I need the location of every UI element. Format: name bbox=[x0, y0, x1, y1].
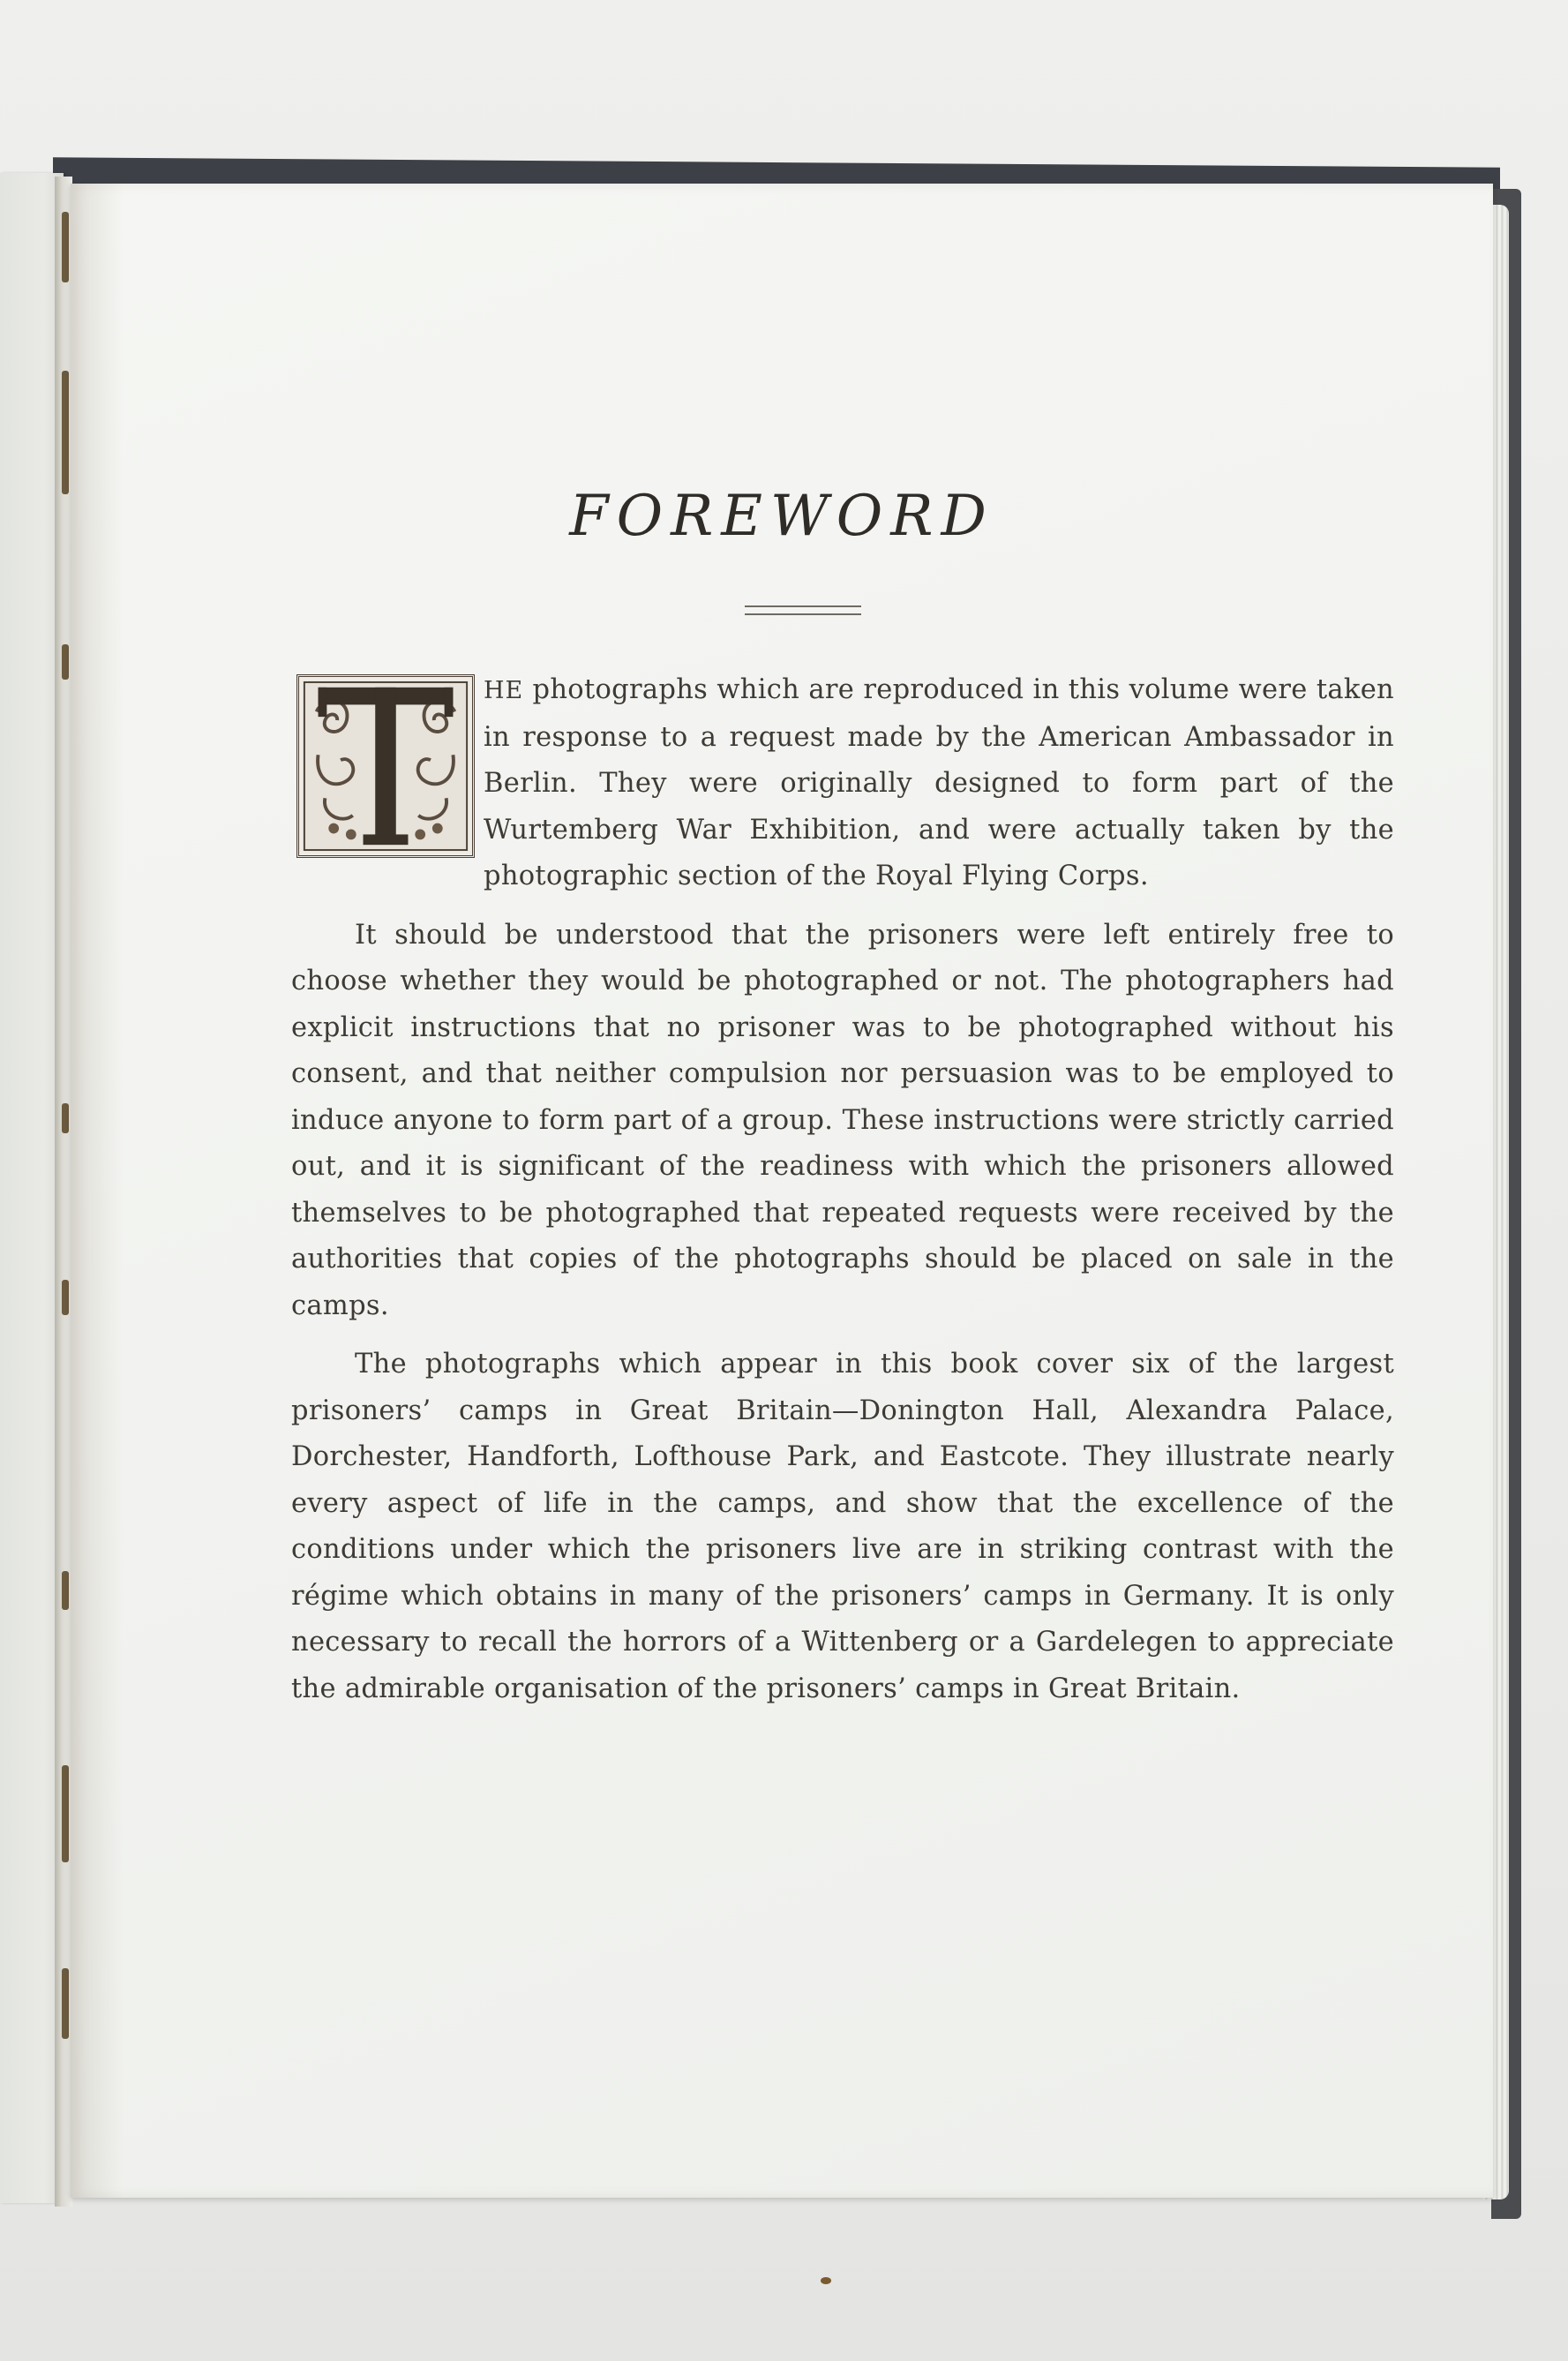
paragraph-1-text: photographs which are reproduced in this volume were taken in response to a request made by the American Ambassador in Berlin. They were originally designed to form part of the Wurtemberg War Exhibition, and were actually taken by the photographic section of the Royal Flying Corps. bbox=[484, 674, 1394, 891]
binding-thread bbox=[62, 1103, 69, 1133]
paragraph-3: The photographs which appear in this book cover six of the largest prisoners’ camps in Great Britain—Donington Hall, Alexandra Palace, Dorchester, Handforth, Lofthouse Park, and Eastcote. They illustrate nearly every aspect of life in the camps, and show that the excellence of the conditions under which the prisoners live are in striking contrast with the régime which obtains in many of the prisoners’ camps in Germany. It is only necessary to recall the horrors of a Wittenberg or a Gardelegen to appreciate the admirable organisation of the prisoners’ camps in Great Britain. bbox=[291, 1349, 1394, 1704]
binding-thread bbox=[62, 212, 69, 282]
binding-thread bbox=[62, 1280, 69, 1315]
binding-thread bbox=[62, 1968, 69, 2039]
binding-thread bbox=[62, 1765, 69, 1862]
paragraph-1-lead: HE bbox=[484, 677, 524, 704]
binding-thread bbox=[62, 371, 69, 494]
title-double-rule bbox=[745, 605, 861, 615]
foreword-page bbox=[71, 184, 1493, 2198]
ornamental-initial-icon bbox=[296, 674, 475, 858]
paper-speck bbox=[821, 2277, 831, 2284]
ornamental-initial-t-icon bbox=[299, 677, 472, 855]
page-title: FOREWORD bbox=[569, 484, 994, 549]
binding-thread bbox=[62, 644, 69, 680]
paragraph-2: It should be understood that the prisoners were left entirely free to choose whether they would be photographed or not. The photographers had explicit instructions that no prisoner was to be photographed without his consent, and that neither compulsion nor persuasion was to be employed to induce anyone to form part of a group. These instructions were strictly carried out, and it is significant of the readiness with which the prisoners allowed themselves to be photographed that repeated requests were received by the authorities that copies of the photographs should be placed on sale in the camps. bbox=[291, 919, 1394, 1321]
binding-thread bbox=[62, 1571, 69, 1610]
